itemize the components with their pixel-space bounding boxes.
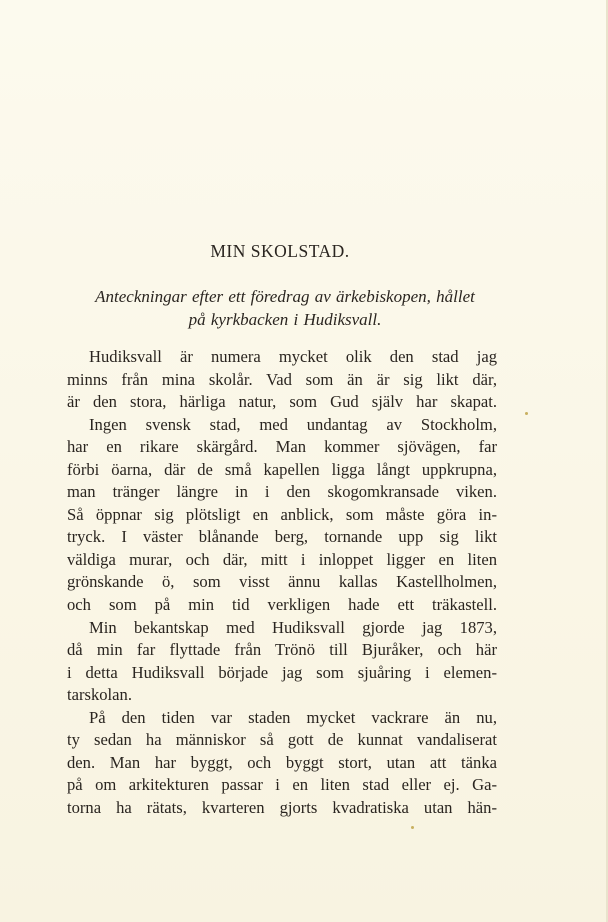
text-line: den. Man har byggt, och byggt stort, utan att tänka [67,752,497,772]
text-line: på om arkitekturen passar i en liten stad eller ej. Ga- [67,775,497,795]
subtitle-line: på kyrkbacken i Hudiksvall. [188,310,382,329]
text-line: tarskolan. [67,685,132,705]
text-line: då min far flyttade från Trönö till Bjuråker, och här [67,640,497,660]
subtitle-line: Anteckningar efter ett föredrag av ärkebiskopen, hållet [95,287,475,306]
text-line: är den stora, härliga natur, som Gud själv har skapat. [67,392,497,412]
text-line: i detta Hudiksvall började jag som sjuåring i elemen- [67,662,497,682]
text-line: Min bekantskap med Hudiksvall gjorde jag 1873, [89,617,497,637]
text-line: man tränger längre in i den skogomkransade viken. [67,482,497,502]
text-line: ty sedan ha människor så gott de kunnat vandaliserat [67,730,497,750]
text-line: Ingen svensk stad, med undantag av Stockholm, [89,414,497,434]
paper-speck [411,826,414,829]
text-line: förbi öarna, där de små kapellen ligga långt uppkrupna, [67,459,497,479]
chapter-subtitle [60,285,510,331]
text-line: grönskande ö, som visst ännu kallas Kastellholmen, [67,572,497,592]
text-line: Hudiksvall är numera mycket olik den stad jag [89,347,497,366]
text-line: minns från mina skolår. Vad som än är sig likt där, [67,369,497,389]
paper-speck [525,412,528,415]
text-line: tryck. I väster blånande berg, tornande upp sig likt [67,527,497,547]
text-line: Så öppnar sig plötsligt en anblick, som måste göra in- [67,504,497,524]
text-line: torna ha rätats, kvarteren gjorts kvadratiska utan hän- [67,797,497,817]
text-line: väldiga murar, och där, mitt i inloppet ligger en liten [67,549,497,569]
text-line: På den tiden var staden mycket vackrare än nu, [89,707,497,727]
text-line: har en rikare skärgård. Man kommer sjövägen, far [67,437,497,457]
text-line: och som på min tid verkligen hade ett träkastell. [67,595,497,615]
body-text [67,346,497,819]
chapter-title: MIN SKOLSTAD. [210,241,350,261]
